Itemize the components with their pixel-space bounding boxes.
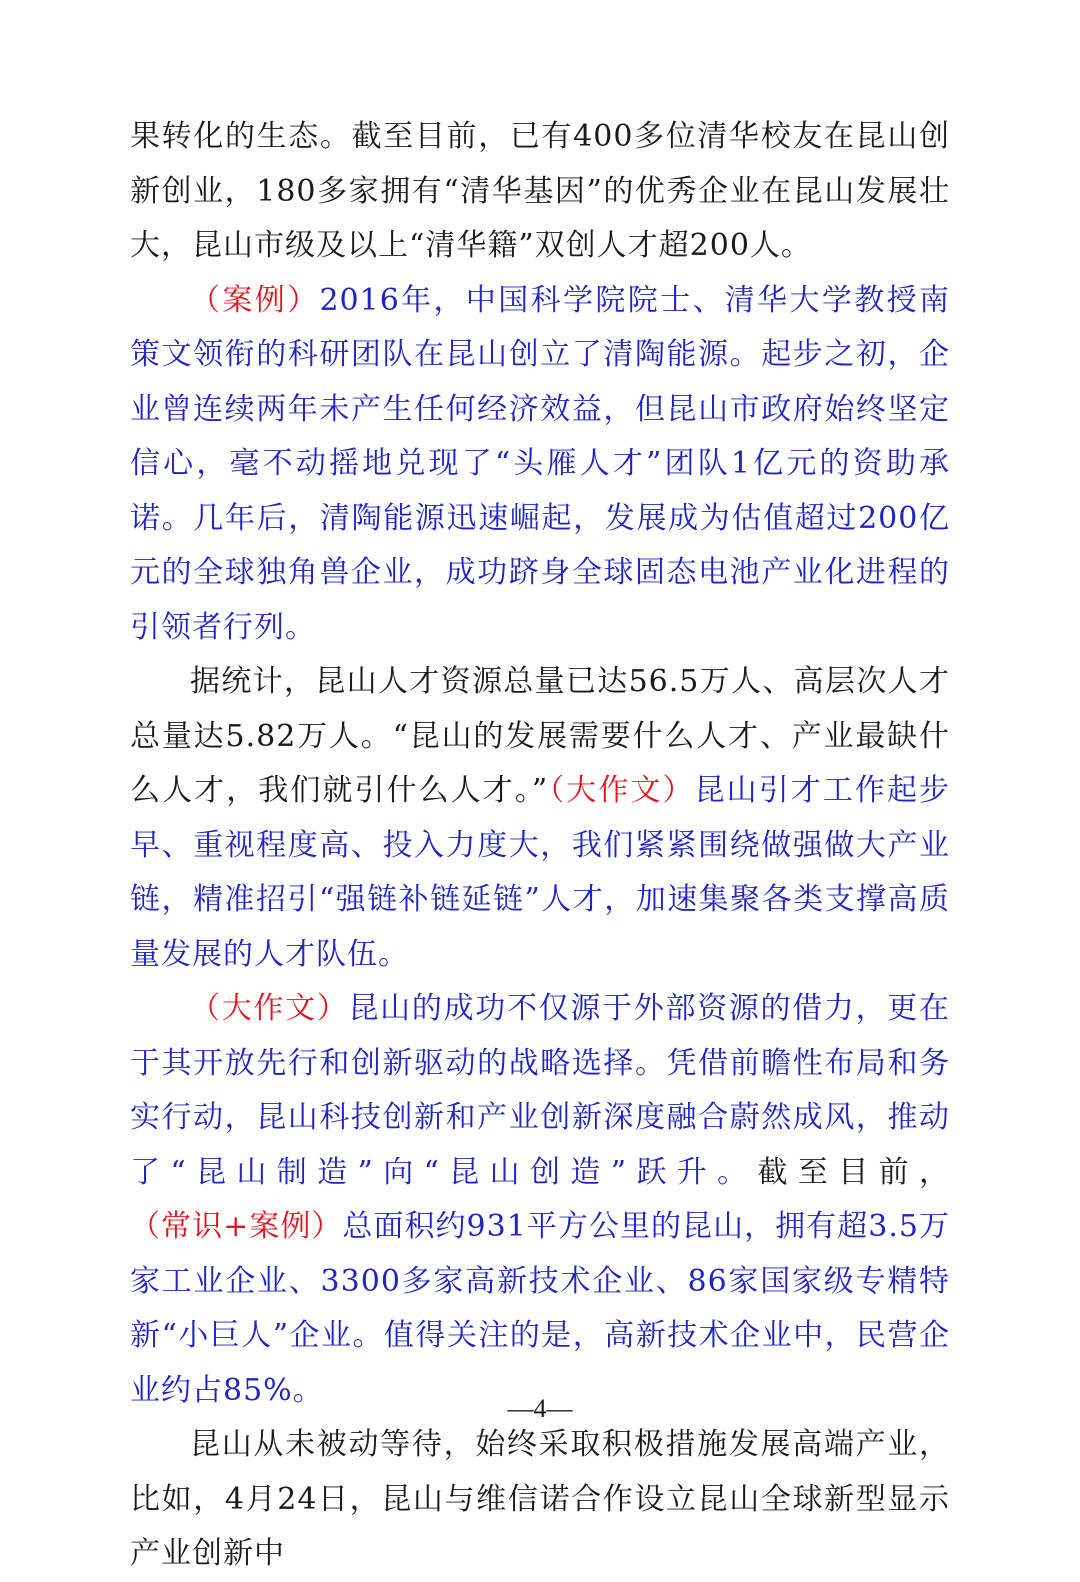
- annotation-tag-knowledge-case: （常识+案例）: [130, 1209, 343, 1244]
- paragraph-4-highlight-text: 昆山的成功不仅源于外部资源的借力，更在于其开放先行和创新驱动的战略选择。凭借前瞻性布局和务实行动，昆山科技创新和产业创新深度融合蔚然成风，推动了“昆山制造”向“昆山创造”跃升。: [130, 991, 951, 1190]
- paragraph-1: [130, 110, 950, 274]
- paragraph-2-highlight-text: 2016年，中国科学院院士、清华大学教授南策文领衔的科研团队在昆山创立了清陶能源。起步之初，企业曾连续两年未产生任何经济效益，但昆山市政府始终坚定信心，毫不动摇地兑现了“头雁人才”团队1亿元的资助承诺。几年后，清陶能源迅速崛起，发展成为估值超过200亿元的全球独角兽企业，成功跻身全球固态电池产业化进程的引领者行列。: [130, 282, 951, 645]
- paragraph-5-text: 昆山从未被动等待，始终采取积极措施发展高端产业，比如，4月24日，昆山与维信诺合作设立昆山全球新型显示产业创新中: [130, 1427, 950, 1571]
- page-number: —4—: [507, 1394, 573, 1423]
- annotation-tag-essay: （大作文）: [190, 991, 349, 1026]
- paragraph-2: [130, 274, 950, 656]
- paragraph-4-text: 截至目前，: [757, 1154, 951, 1190]
- annotation-tag-essay: （大作文）: [548, 773, 695, 808]
- annotation-tag-case: （案例）: [190, 282, 320, 318]
- document-body: [130, 110, 950, 1582]
- paragraph-3: [130, 655, 950, 982]
- paragraph-1-text: 果转化的生态。截至目前，已有400多位清华校友在昆山创新创业，180多家拥有“清华基因”的优秀企业在昆山发展壮大，昆山市级及以上“清华籍”双创人才超200人。: [130, 119, 950, 263]
- paragraph-3-highlight-text: 昆山引才工作起步早、重视程度高、投入力度大，我们紧紧围绕做强做大产业链，精准招引“强链补链延链”人才，加速集聚各类支撑高质量发展的人才队伍。: [130, 773, 951, 972]
- paragraph-4: [130, 982, 950, 1418]
- paragraph-3-text: 据统计，昆山人才资源总量已达56.5万人、高层次人才总量达5.82万人。“昆山的发展需要什么人才、产业最缺什么人才，我们就引什么人才。”: [130, 664, 950, 808]
- paragraph-4-highlight-text-2: 总面积约931平方公里的昆山，拥有超3.5万家工业企业、3300多家高新技术企业、86家国家级专精特新“小巨人”企业。值得关注的是，高新技术企业中，民营企业约占85%。: [130, 1209, 950, 1408]
- paragraph-5: [130, 1418, 950, 1582]
